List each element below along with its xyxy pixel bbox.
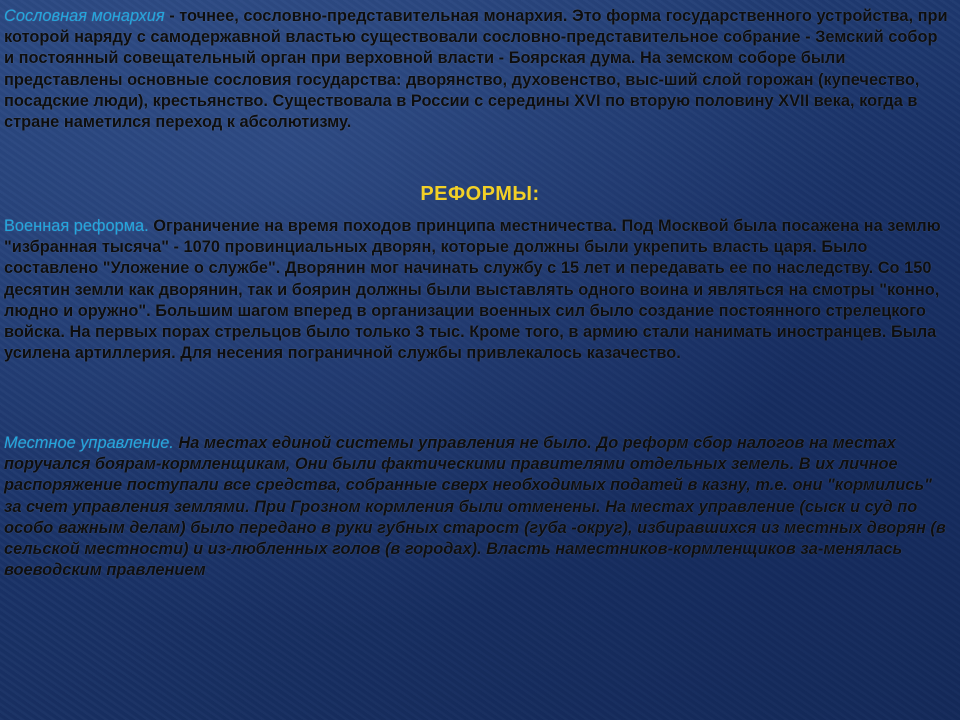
local-government-text: На местах единой системы управления не было. До реформ сбор налогов на местах поручался боярам-кормленщикам, Они были фактическими правителями отдельных земель. В их личное распоряжение поступали все средства, собранные сверх необходимых податей в казну, т.е. они "кормились" за счет управления землями. При Грозном кормления были отменены. На местах управление (сыск и суд по особо важным делам) было передано в руки губных старост (губа -округ), избиравшихся из местных дворян (в сельской местности) и из-любленных голов (в городах). Власть наместников-кормленщиков за-менялась воеводским правлением (4, 434, 946, 580)
intro-text: - точнее, сословно-представительная монархия. Это форма государственного устройства, при которой наряду с самодержавной властью существовали сословно-представительное собрание - Земский собор и постоянный совещательный орган при верховной власти - Боярская дума. На земском соборе были представлены основные сословия государства: дворянство, духовенство, выс-ший слой горожан (купечество, посадские люди), крестьянство. Существовала в России с середины XVI по вторую половину XVII века, когда в стране наметился переход к абсолютизму. (4, 7, 948, 132)
military-reform-paragraph (4, 216, 950, 364)
military-reform-text: Ограничение на время походов принципа местничества. Под Москвой была посажена на землю "избранная тысяча" - 1070 провинциальных дворян, которые должны были укрепить власть царя. Было составлено "Уложение о службе". Дворянин мог начинать службу с 15 лет и передавать ее по наследству. Со 150 десятин земли как дворянин, так и боярин должны были выставлять одного воина и являться на смотры "конно, людно и оружно". Большим шагом вперед в организации военных сил было создание постоянного стрелецкого войска. На первых порах стрельцов было только 3 тыс. Кроме того, в армию стали нанимать иностранцев. Была усилена артиллерия. Для несения пограничной службы привлекалось казачество. (4, 217, 941, 363)
intro-paragraph (4, 6, 950, 133)
local-government-term: Местное управление. (4, 434, 174, 452)
local-government-paragraph (4, 433, 950, 581)
reforms-heading: РЕФОРМЫ: (420, 183, 540, 205)
military-reform-term: Военная реформа. (4, 217, 149, 235)
intro-term: Сословная монархия (4, 7, 165, 25)
